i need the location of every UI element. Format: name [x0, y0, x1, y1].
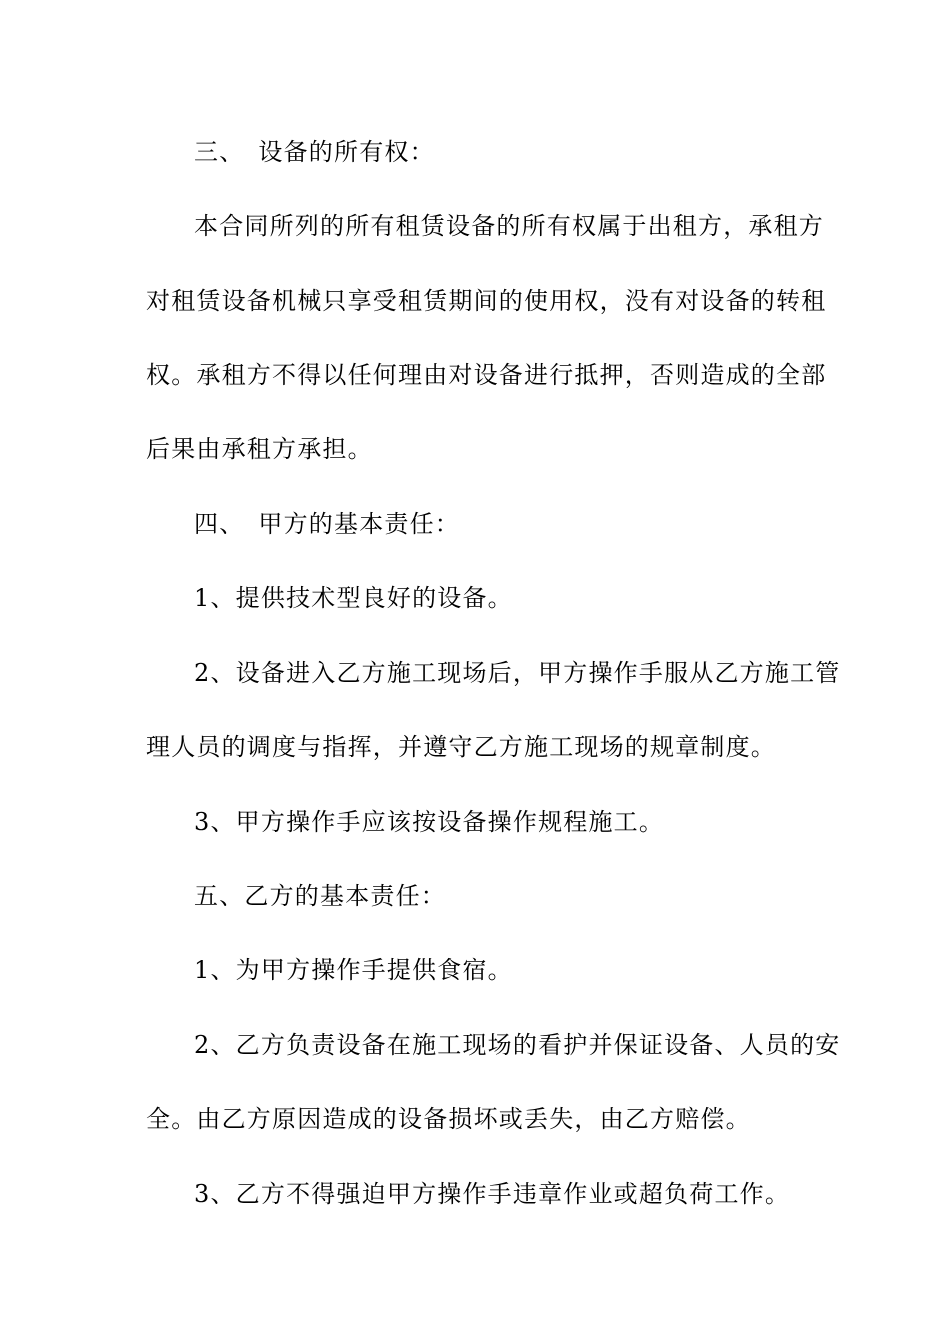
- section-4-title: 甲方的基本责任：: [258, 510, 461, 538]
- section-4-item-1: 1、提供技术型良好的设备。: [194, 584, 513, 612]
- section-3-paragraph-line-1: 本合同所列的所有租赁设备的所有权属于出租方，承租方: [194, 212, 824, 240]
- section-3-number: 三、: [194, 138, 245, 166]
- section-4-number: 四、: [194, 510, 245, 538]
- section-5-item-2-line-2: 全。由乙方原因造成的设备损坏或丢失，由乙方赔偿。: [146, 1105, 751, 1133]
- section-5-item-2-line-1: 2、乙方负责设备在施工现场的看护并保证设备、人员的安: [194, 1031, 841, 1059]
- section-3-title: 设备的所有权：: [258, 138, 435, 166]
- section-3-paragraph-line-2: 对租赁设备机械只享受租赁期间的使用权，没有对设备的转租: [146, 287, 827, 315]
- section-4-item-2-line-1: 2、设备进入乙方施工现场后，甲方操作手服从乙方施工管: [194, 659, 841, 687]
- section-5-heading: 五、乙方的基本责任：: [194, 882, 446, 910]
- section-3-heading: [194, 135, 874, 169]
- section-4-item-3: 3、甲方操作手应该按设备操作规程施工。: [194, 808, 665, 836]
- section-5-item-3: 3、乙方不得强迫甲方操作手违章作业或超负荷工作。: [194, 1180, 791, 1208]
- section-4-heading: [194, 507, 874, 541]
- section-3-paragraph-line-3: 权。承租方不得以任何理由对设备进行抵押，否则造成的全部: [146, 361, 827, 389]
- section-4-item-2-line-2: 理人员的调度与指挥，并遵守乙方施工现场的规章制度。: [146, 733, 776, 761]
- section-3-paragraph-line-4: 后果由承租方承担。: [146, 435, 373, 463]
- section-5-item-1: 1、为甲方操作手提供食宿。: [194, 956, 513, 984]
